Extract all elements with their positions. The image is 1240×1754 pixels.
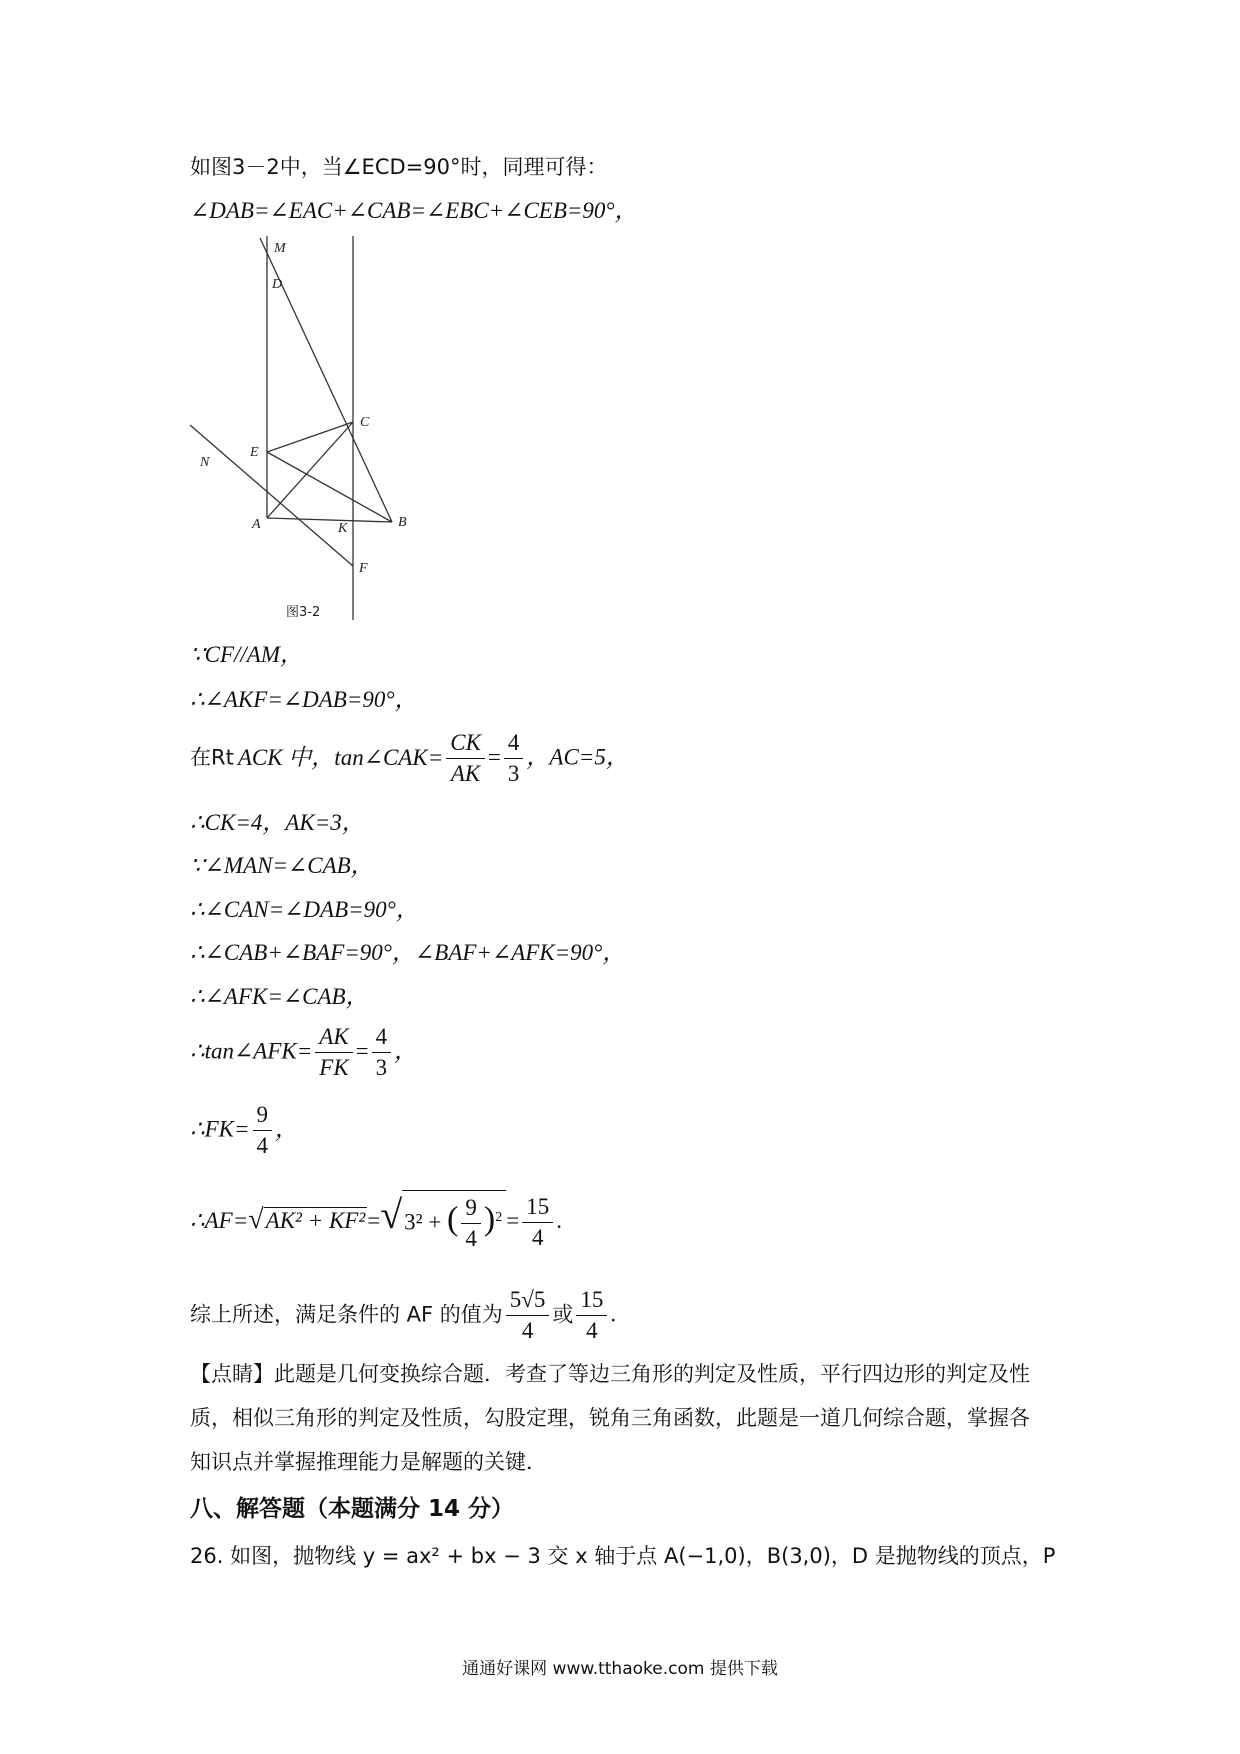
label-a: A xyxy=(252,517,261,532)
comment-line-3: 知识点并掌握推理能力是解题的关键． xyxy=(190,1450,547,1474)
text-line-1: 如图3－2中，当∠ECD=90°时，同理可得： xyxy=(190,155,608,179)
label-c: C xyxy=(360,415,370,430)
label-b: B xyxy=(398,515,407,530)
section-heading: 八、解答题（本题满分 14 分） xyxy=(190,1496,515,1522)
text-line-13: ∴AF=√AK² + KF²=√3² + ( $\frac{9}{4}$ )$^2$ = $\frac{15}{4}$ . xyxy=(190,1190,562,1254)
comment-line-1: 【点睛】此题是几何变换综合题．考查了等边三角形的判定及性质，平行四边形的判定及性 xyxy=(190,1362,1030,1386)
text-line-9: ∴∠CAB+∠BAF=90°，∠BAF+∠AFK=90°， xyxy=(190,940,626,965)
text-line-10: ∴∠AFK=∠CAB， xyxy=(190,984,369,1009)
text-line-8: ∴∠CAN=∠DAB=90°， xyxy=(190,897,419,922)
line-nf xyxy=(190,425,353,566)
text-line-7: ∵∠MAN=∠CAB， xyxy=(190,853,374,878)
fraction-9-4: $\frac{9}{4}$ xyxy=(253,1100,273,1161)
fraction-5root5-4: $\frac{5√5}{4}$ xyxy=(506,1285,550,1346)
text-line-11: ∴tan∠AFK= $\frac{AK}{FK}$ = $\frac{4}{3}$ ， xyxy=(190,1022,417,1083)
comment-line-2: 质，相似三角形的判定及性质，勾股定理，锐角三角函数，此题是一道几何综合题，掌握各 xyxy=(190,1406,1030,1430)
label-m: M xyxy=(274,241,286,256)
question-26-line: 26. 如图，抛物线 y = ax² + bx − 3 交 x 轴于点 A(−1,0)，B(3,0)，D 是抛物线的顶点，P xyxy=(190,1544,1056,1568)
label-f: F xyxy=(359,561,368,576)
line-eb xyxy=(267,452,392,522)
fraction-ck-ak: $\frac{CK}{AK}$ xyxy=(446,728,485,789)
fraction-15-4: $\frac{15}{4}$ xyxy=(522,1192,553,1253)
fraction-15-4-b: $\frac{15}{4}$ xyxy=(576,1285,607,1346)
text-line-14: 综上所述，满足条件的 AF 的值为 $\frac{5√5}{4}$ 或 $\frac{15}{4}$ . xyxy=(190,1285,616,1346)
text-line-4: ∴∠AKF=∠DAB=90°， xyxy=(190,687,418,712)
label-e: E xyxy=(250,445,259,460)
text-line-6: ∴CK=4，AK=3， xyxy=(190,810,365,835)
sqrt-symbol-1: √ xyxy=(248,1204,264,1235)
fraction-4-3-b: $\frac{4}{3}$ xyxy=(372,1022,392,1083)
label-d: D xyxy=(272,277,283,292)
text-line-2: ∠DAB=∠EAC+∠CAB=∠EBC+∠CEB=90°， xyxy=(190,198,638,223)
line-ab xyxy=(267,518,392,522)
text-line-5: 在Rt ACK 中，tan∠CAK= $\frac{CK}{AK}$ = $\frac{4}{3}$ ，AC=5， xyxy=(190,728,629,789)
text-line-12: ∴FK= $\frac{9}{4}$ ， xyxy=(190,1100,298,1161)
fraction-9-4-inner: $\frac{9}{4}$ xyxy=(461,1193,481,1254)
fraction-4-3: $\frac{4}{3}$ xyxy=(504,728,524,789)
fraction-ak-fk: $\frac{AK}{FK}$ xyxy=(315,1022,352,1083)
label-n: N xyxy=(200,455,210,470)
page-footer: 通通好课网 www.tthaoke.com 提供下载 xyxy=(462,1659,778,1679)
figure-caption: 图3-2 xyxy=(286,605,321,620)
label-k: K xyxy=(338,521,348,536)
geometry-figure-3-2 xyxy=(180,230,407,630)
text-line-3: ∵CF//AM， xyxy=(190,642,304,667)
sqrt-symbol-2: √ xyxy=(380,1192,403,1237)
